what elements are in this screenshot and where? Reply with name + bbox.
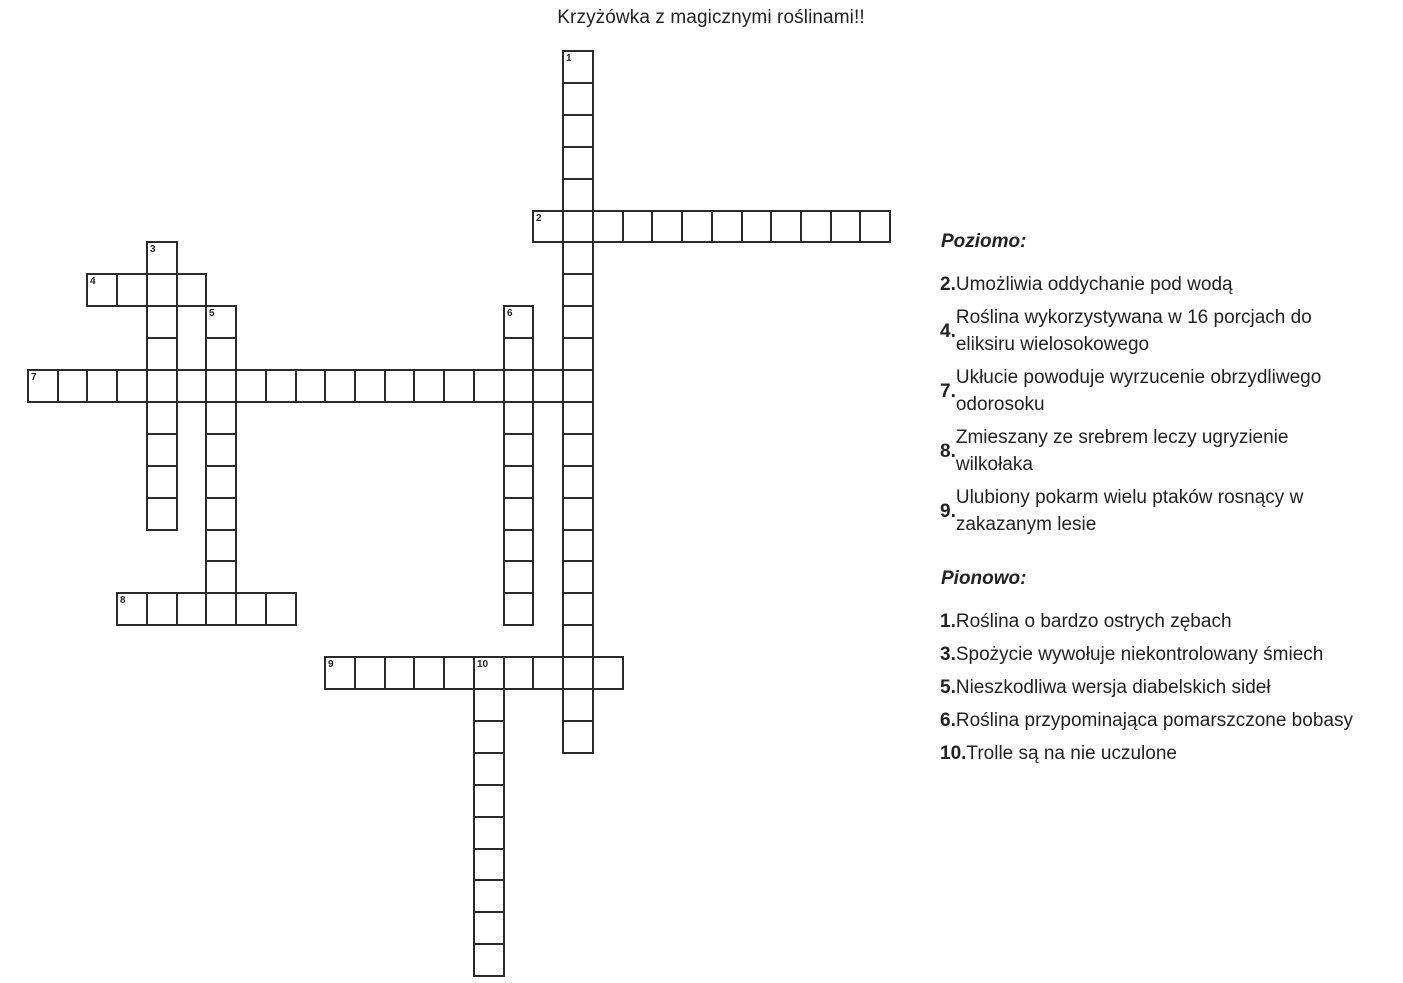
crossword-cell[interactable] xyxy=(146,273,178,307)
crossword-cell[interactable] xyxy=(532,656,564,690)
crossword-cell[interactable] xyxy=(443,656,475,690)
crossword-cell[interactable] xyxy=(562,369,594,403)
clue-number: 4. xyxy=(940,320,956,342)
crossword-cell[interactable] xyxy=(622,210,653,243)
page-title: Krzyżówka z magicznymi roślinami!! xyxy=(557,7,865,28)
crossword-cell[interactable] xyxy=(562,529,594,562)
cell-number: 5 xyxy=(209,308,215,319)
crossword-cell[interactable] xyxy=(443,369,475,403)
clue-text: Roślina wykorzystywana w 16 porcjach do eliksiru wielosokowego xyxy=(955,307,1312,355)
clues-panel xyxy=(940,229,1400,795)
clue-text: Nieszkodliwa wersja diabelskich sideł xyxy=(955,677,1271,698)
crossword-cell[interactable] xyxy=(562,337,594,371)
cell-number: 9 xyxy=(328,659,334,670)
cell-number: 4 xyxy=(90,276,96,287)
crossword-cell[interactable] xyxy=(473,369,505,403)
crossword-cell[interactable] xyxy=(205,465,237,499)
down-clue xyxy=(940,674,1400,701)
clue-number: 1. xyxy=(940,611,956,632)
clue-number: 6. xyxy=(940,710,956,731)
clue-text: Ulubiony pokarm wielu ptaków rosnący w zakazanym lesie xyxy=(955,487,1304,535)
crossword-cell[interactable] xyxy=(473,943,505,977)
clue-text: Ukłucie powoduje wyrzucenie obrzydliwego odorosoku xyxy=(955,367,1322,415)
crossword-cell[interactable] xyxy=(473,688,505,722)
clue-number: 9. xyxy=(940,500,956,522)
crossword-cell[interactable] xyxy=(503,369,534,403)
crossword-cell[interactable] xyxy=(176,369,207,403)
crossword-cell[interactable] xyxy=(146,369,178,403)
crossword-cell[interactable] xyxy=(384,656,415,690)
crossword-cell[interactable] xyxy=(681,210,713,243)
crossword-cell[interactable] xyxy=(503,560,534,594)
crossword-cell[interactable] xyxy=(473,879,505,913)
across-clue xyxy=(940,364,1400,418)
crossword-cell[interactable] xyxy=(562,465,594,499)
crossword-cell[interactable] xyxy=(503,337,534,371)
clue-text: Umożliwia oddychanie pod wodą xyxy=(955,274,1233,295)
crossword-cell[interactable] xyxy=(800,210,832,243)
crossword-cell[interactable] xyxy=(830,210,861,243)
crossword-cell[interactable] xyxy=(503,497,534,531)
down-clue-list xyxy=(940,608,1400,767)
cell-number: 7 xyxy=(31,372,37,383)
crossword-cell[interactable] xyxy=(473,816,505,850)
clue-number: 2. xyxy=(940,274,956,295)
crossword-cell[interactable] xyxy=(324,369,356,403)
crossword-cell[interactable] xyxy=(562,305,594,339)
crossword-cell[interactable] xyxy=(562,114,594,148)
cell-number: 10 xyxy=(477,659,489,670)
crossword-cell[interactable] xyxy=(562,241,594,275)
crossword-cell[interactable] xyxy=(176,273,207,307)
cell-number: 3 xyxy=(150,244,156,255)
crossword-cell[interactable] xyxy=(651,210,683,243)
crossword-cell[interactable] xyxy=(562,624,594,658)
crossword-cell[interactable] xyxy=(562,720,594,754)
crossword-cell[interactable] xyxy=(503,529,534,562)
crossword-cell[interactable] xyxy=(235,592,267,626)
crossword-cell[interactable] xyxy=(205,433,237,467)
crossword-cell[interactable] xyxy=(205,529,237,562)
across-clue-list xyxy=(940,271,1400,538)
clue-number: 7. xyxy=(940,380,956,402)
crossword-cell[interactable] xyxy=(562,592,594,626)
crossword-cell[interactable] xyxy=(146,465,178,499)
crossword-cell[interactable] xyxy=(265,592,297,626)
crossword-cell[interactable] xyxy=(116,273,148,307)
crossword-cell[interactable] xyxy=(86,369,118,403)
crossword-cell[interactable] xyxy=(146,401,178,435)
crossword-cell[interactable] xyxy=(503,656,534,690)
clue-text: Spożycie wywołuje niekontrolowany śmiech xyxy=(955,644,1324,665)
crossword-cell[interactable] xyxy=(354,656,386,690)
clue-number: 3. xyxy=(940,644,956,665)
down-clue xyxy=(940,740,1400,767)
crossword-cell[interactable] xyxy=(562,656,594,690)
crossword-cell[interactable] xyxy=(562,210,594,243)
cell-number: 1 xyxy=(566,53,572,64)
down-clue xyxy=(940,641,1400,668)
crossword-cell[interactable] xyxy=(205,401,237,435)
crossword-cell[interactable] xyxy=(384,369,415,403)
across-clue xyxy=(940,484,1400,538)
across-clue xyxy=(940,424,1400,478)
crossword-cell[interactable] xyxy=(146,305,178,339)
crossword-cell[interactable] xyxy=(741,210,772,243)
crossword-cell[interactable] xyxy=(413,369,445,403)
crossword-cell[interactable] xyxy=(562,146,594,180)
crossword-cell[interactable] xyxy=(562,433,594,467)
crossword-cell[interactable] xyxy=(592,656,624,690)
crossword-cell[interactable] xyxy=(295,369,326,403)
clue-text: Zmieszany ze srebrem leczy ugryzienie wilkołaka xyxy=(955,427,1289,475)
crossword-cell[interactable] xyxy=(503,592,534,626)
crossword-cell[interactable] xyxy=(265,369,297,403)
crossword-cell[interactable] xyxy=(205,497,237,531)
crossword-cell[interactable] xyxy=(770,210,802,243)
crossword-cell[interactable] xyxy=(473,848,505,881)
crossword-cell[interactable] xyxy=(413,656,445,690)
crossword-cell[interactable] xyxy=(473,752,505,786)
crossword-cell[interactable] xyxy=(146,337,178,371)
crossword-cell[interactable] xyxy=(859,210,891,243)
clue-number: 8. xyxy=(940,440,956,462)
down-clue xyxy=(940,707,1400,734)
crossword-cell[interactable] xyxy=(562,178,594,212)
crossword-cell[interactable] xyxy=(503,401,534,435)
across-heading: Poziomo: xyxy=(941,231,1027,252)
crossword-cell[interactable] xyxy=(562,82,594,116)
crossword-cell[interactable] xyxy=(562,688,594,722)
clue-text: Roślina o bardzo ostrych zębach xyxy=(955,611,1232,632)
crossword-cell[interactable] xyxy=(57,369,88,403)
crossword-cell[interactable] xyxy=(503,465,534,499)
crossword-cell[interactable] xyxy=(146,497,178,531)
across-clue xyxy=(940,304,1400,358)
crossword-cell[interactable] xyxy=(176,592,207,626)
crossword-cell[interactable] xyxy=(146,433,178,467)
crossword-cell[interactable] xyxy=(592,210,624,243)
clue-text: Trolle są na nie uczulone xyxy=(966,743,1177,764)
crossword-cell[interactable] xyxy=(235,369,267,403)
crossword-cell[interactable] xyxy=(562,560,594,594)
crossword-cell[interactable] xyxy=(473,911,505,945)
crossword-cell[interactable] xyxy=(562,401,594,435)
crossword-cell[interactable] xyxy=(711,210,743,243)
crossword-cell[interactable] xyxy=(562,497,594,531)
crossword-cell[interactable] xyxy=(473,720,505,754)
crossword-cell[interactable] xyxy=(205,337,237,371)
down-clue xyxy=(940,608,1400,635)
down-heading: Pionowo: xyxy=(941,568,1027,589)
crossword-cell[interactable] xyxy=(532,369,564,403)
clue-number: 5. xyxy=(940,677,956,698)
crossword-cell[interactable] xyxy=(562,273,594,307)
cell-number: 2 xyxy=(536,213,542,224)
cell-number: 6 xyxy=(507,308,513,319)
crossword-cell[interactable] xyxy=(205,560,237,594)
crossword-cell[interactable] xyxy=(146,592,178,626)
clue-number: 10. xyxy=(940,743,967,764)
crossword-cell[interactable] xyxy=(503,433,534,467)
clue-text: Roślina przypominająca pomarszczone bobasy xyxy=(955,710,1353,731)
crossword-cell[interactable] xyxy=(205,592,237,626)
crossword-cell[interactable] xyxy=(116,369,148,403)
cell-number: 8 xyxy=(120,595,126,606)
crossword-cell[interactable] xyxy=(473,784,505,818)
crossword-cell[interactable] xyxy=(205,369,237,403)
across-clue xyxy=(940,271,1400,298)
crossword-cell[interactable] xyxy=(354,369,386,403)
